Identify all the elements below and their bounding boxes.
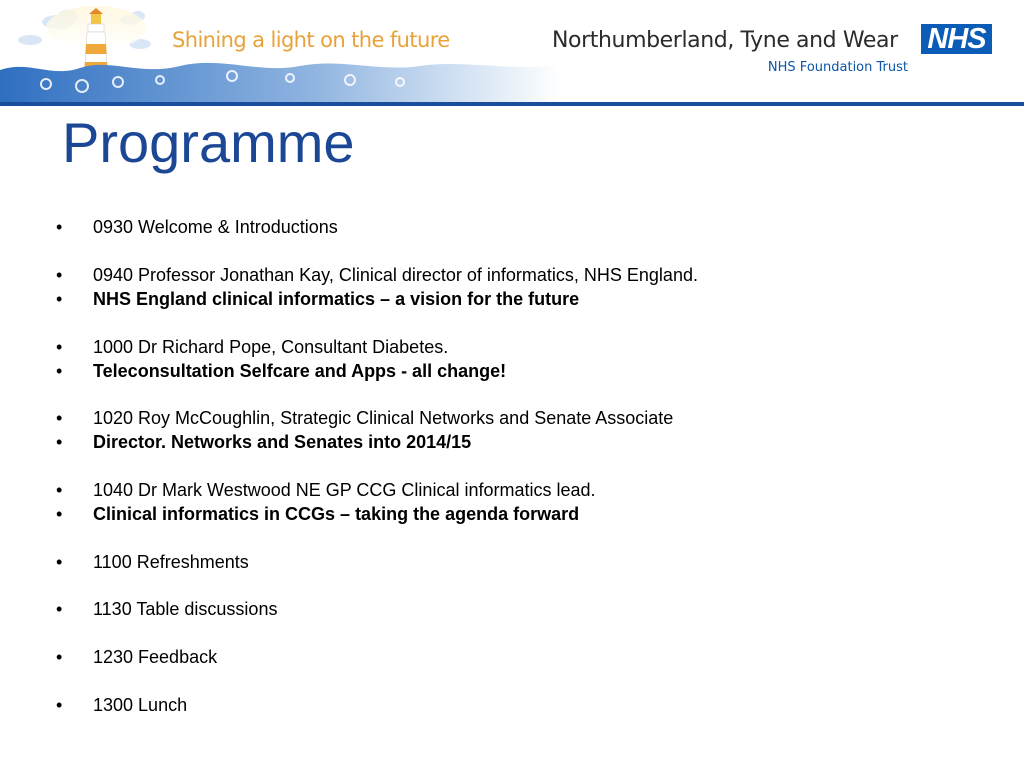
- bullet-icon: •: [56, 647, 63, 667]
- agenda-item-text: NHS England clinical informatics – a vision for the future: [93, 289, 580, 309]
- agenda-item-text: Teleconsultation Selfcare and Apps - all change!: [93, 361, 507, 381]
- bullet-icon: •: [56, 361, 63, 381]
- tagline: Shining a light on the future: [172, 28, 450, 52]
- agenda-item-text: 1040 Dr Mark Westwood NE GP CCG Clinical informatics lead.: [93, 480, 596, 500]
- agenda-item-text: 0940 Professor Jonathan Kay, Clinical director of informatics, NHS England.: [93, 265, 698, 285]
- agenda-item: [0, 693, 1000, 717]
- agenda-item: [0, 430, 1000, 454]
- agenda-item-text: 1020 Roy McCoughlin, Strategic Clinical Networks and Senate Associate: [93, 408, 674, 428]
- agenda-item: [0, 335, 1000, 359]
- agenda-item: [0, 263, 1000, 287]
- agenda-item-text: 1000 Dr Richard Pope, Consultant Diabetes.: [93, 337, 449, 357]
- agenda-item-text: Clinical informatics in CCGs – taking the agenda forward: [93, 504, 580, 524]
- bullet-icon: •: [56, 289, 63, 309]
- agenda-item-text: 1300 Lunch: [93, 695, 188, 715]
- bullet-icon: •: [56, 408, 63, 428]
- bullet-icon: •: [56, 217, 63, 237]
- agenda-item: [0, 359, 1000, 383]
- bullet-icon: •: [56, 695, 63, 715]
- bullet-icon: •: [56, 552, 63, 572]
- bullet-icon: •: [56, 265, 63, 285]
- agenda-item: [0, 597, 1000, 621]
- nhs-logo: NHS: [921, 24, 992, 54]
- agenda-item: [0, 478, 1000, 502]
- trust-subtitle: NHS Foundation Trust: [767, 60, 908, 75]
- agenda-item-text: 1100 Refreshments: [93, 552, 249, 572]
- agenda-item: [0, 215, 1000, 239]
- bullet-icon: •: [56, 599, 63, 619]
- bullet-icon: •: [56, 432, 63, 452]
- agenda-item: [0, 550, 1000, 574]
- agenda-item: [0, 406, 1000, 430]
- agenda-item: [0, 287, 1000, 311]
- agenda-item-text: 0930 Welcome & Introductions: [93, 217, 338, 237]
- agenda-item-text: 1130 Table discussions: [93, 599, 278, 619]
- trust-name: Northumberland, Tyne and Wear: [552, 28, 898, 53]
- agenda-item: [0, 502, 1000, 526]
- agenda-item: [0, 645, 1000, 669]
- bullet-icon: •: [56, 480, 63, 500]
- agenda-item-text: 1230 Feedback: [93, 647, 218, 667]
- bullet-icon: •: [56, 337, 63, 357]
- bullet-icon: •: [56, 504, 63, 524]
- agenda-item-text: Director. Networks and Senates into 2014/15: [93, 432, 472, 452]
- slide-title: Programme: [62, 111, 355, 174]
